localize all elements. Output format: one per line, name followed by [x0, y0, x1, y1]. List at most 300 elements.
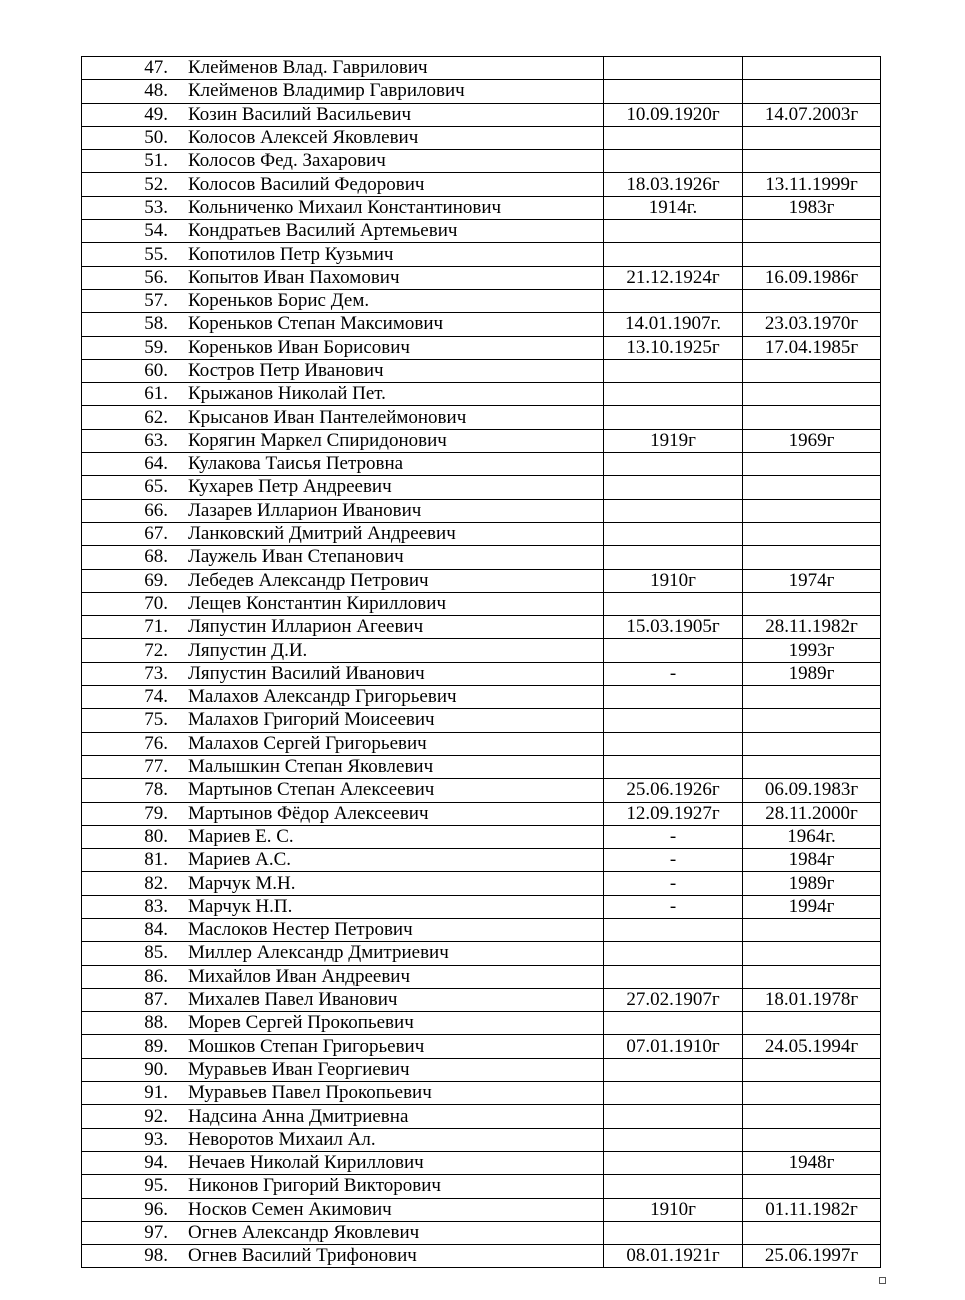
birth-date-cell [604, 476, 743, 499]
row-number: 93. [144, 1128, 168, 1150]
row-number: 52. [144, 173, 168, 195]
row-number: 59. [144, 336, 168, 358]
person-name: Клейменов Владимир Гаврилович [188, 80, 465, 102]
table-row [82, 429, 881, 452]
table-row [82, 546, 881, 569]
name-cell [82, 57, 604, 80]
birth-date-cell [604, 546, 743, 569]
name-cell [82, 755, 604, 778]
name-cell [82, 895, 604, 918]
death-date-cell [743, 1105, 881, 1128]
table-row [82, 243, 881, 266]
row-number: 78. [144, 779, 168, 801]
row-number: 62. [144, 406, 168, 428]
name-cell [82, 965, 604, 988]
birth-date-cell: 18.03.1926г [604, 173, 743, 196]
row-number: 58. [144, 313, 168, 335]
birth-date-cell: 1919г [604, 429, 743, 452]
death-date-cell: 23.03.1970г [743, 313, 881, 336]
name-cell [82, 243, 604, 266]
row-number: 65. [144, 476, 168, 498]
death-date-cell [743, 453, 881, 476]
person-name: Копотилов Петр Кузьмич [188, 243, 394, 265]
birth-date-cell [604, 522, 743, 545]
person-name: Костров Петр Иванович [188, 360, 384, 381]
birth-date-cell [604, 639, 743, 662]
person-name: Колосов Алексей Яковлевич [188, 127, 419, 149]
death-date-cell: 1984г [743, 849, 881, 872]
row-number: 76. [144, 732, 168, 754]
row-number: 95. [144, 1175, 168, 1197]
table-row [82, 103, 881, 126]
person-name: Ланковский Дмитрий Андреевич [188, 523, 456, 545]
row-number: 67. [144, 523, 168, 545]
death-date-cell [743, 546, 881, 569]
birth-date-cell [604, 965, 743, 988]
name-cell [82, 1035, 604, 1058]
birth-date-cell [604, 126, 743, 149]
person-name: Огнев Александр Яковлевич [188, 1221, 420, 1243]
death-date-cell [743, 1058, 881, 1081]
table-row [82, 336, 881, 359]
death-date-cell: 28.11.1982г [743, 616, 881, 639]
person-name: Нечаев Николай Кириллович [188, 1152, 424, 1174]
birth-date-cell [604, 57, 743, 80]
person-name: Ляпустин Василий Иванович [188, 662, 425, 684]
person-name: Малахов Сергей Григорьевич [188, 732, 427, 754]
name-cell [82, 173, 604, 196]
birth-date-cell [604, 359, 743, 382]
birth-date-cell [604, 709, 743, 732]
table-row [82, 383, 881, 406]
death-date-cell [743, 965, 881, 988]
name-cell [82, 1105, 604, 1128]
death-date-cell: 13.11.1999г [743, 173, 881, 196]
row-number: 55. [144, 243, 168, 265]
death-date-cell: 25.06.1997г [743, 1245, 881, 1268]
name-cell [82, 103, 604, 126]
person-name: Ляпустин Д.И. [188, 639, 308, 661]
name-cell [82, 546, 604, 569]
row-number: 85. [144, 942, 168, 964]
table-row [82, 662, 881, 685]
birth-date-cell [604, 1221, 743, 1244]
death-date-cell [743, 406, 881, 429]
table-row [82, 266, 881, 289]
row-number: 70. [144, 592, 168, 614]
birth-date-cell [604, 755, 743, 778]
table-row [82, 988, 881, 1011]
death-date-cell [743, 686, 881, 709]
birth-date-cell [604, 499, 743, 522]
name-cell [82, 825, 604, 848]
birth-date-cell [604, 150, 743, 173]
table-row [82, 616, 881, 639]
person-name: Мариев А.С. [188, 849, 292, 871]
person-name: Лещев Константин Кириллович [188, 592, 446, 614]
name-cell [82, 313, 604, 336]
table-row [82, 150, 881, 173]
name-cell [82, 499, 604, 522]
death-date-cell [743, 126, 881, 149]
table-row [82, 1221, 881, 1244]
table-row [82, 1245, 881, 1268]
person-name: Малахов Александр Григорьевич [188, 686, 457, 708]
row-number: 86. [144, 965, 168, 987]
row-number: 89. [144, 1035, 168, 1057]
name-cell [82, 1012, 604, 1035]
table-row [82, 453, 881, 476]
birth-date-cell: 1910г [604, 569, 743, 592]
person-name: Мартынов Фёдор Алексеевич [188, 802, 429, 824]
birth-date-cell: 25.06.1926г [604, 779, 743, 802]
person-name: Мариев Е. С. [188, 825, 294, 847]
death-date-cell [743, 709, 881, 732]
row-number: 82. [144, 872, 168, 894]
table-row [82, 1105, 881, 1128]
birth-date-cell [604, 1175, 743, 1198]
table-row [82, 1012, 881, 1035]
birth-date-cell [604, 592, 743, 615]
birth-date-cell [604, 1012, 743, 1035]
row-number: 61. [144, 383, 168, 405]
name-cell [82, 686, 604, 709]
name-cell [82, 1058, 604, 1081]
table-row [82, 592, 881, 615]
name-cell [82, 802, 604, 825]
table-row [82, 686, 881, 709]
table-row [82, 196, 881, 219]
name-cell [82, 616, 604, 639]
table-row [82, 220, 881, 243]
death-date-cell: 1989г [743, 872, 881, 895]
table-row [82, 849, 881, 872]
birth-date-cell [604, 453, 743, 476]
birth-date-cell [604, 732, 743, 755]
name-cell [82, 289, 604, 312]
death-date-cell [743, 499, 881, 522]
birth-date-cell [604, 289, 743, 312]
person-name: Миллер Александр Дмитриевич [188, 942, 449, 964]
table-row [82, 569, 881, 592]
row-number: 66. [144, 499, 168, 521]
person-name: Маслоков Нестер Петрович [188, 919, 413, 941]
death-date-cell [743, 150, 881, 173]
table-row [82, 1082, 881, 1105]
row-number: 60. [144, 360, 168, 381]
name-cell [82, 918, 604, 941]
birth-date-cell: 07.01.1910г [604, 1035, 743, 1058]
death-date-cell: 1974г [743, 569, 881, 592]
name-cell [82, 80, 604, 103]
name-cell [82, 1198, 604, 1221]
row-number: 91. [144, 1082, 168, 1104]
name-cell [82, 359, 604, 382]
person-name: Огнев Василий Трифонович [188, 1245, 417, 1267]
person-name: Муравьев Иван Георгиевич [188, 1058, 410, 1080]
birth-date-cell [604, 80, 743, 103]
person-name: Кулакова Таисья Петровна [188, 453, 404, 475]
table-row [82, 732, 881, 755]
row-number: 98. [144, 1245, 168, 1267]
table-row [82, 1058, 881, 1081]
death-date-cell [743, 1128, 881, 1151]
name-cell [82, 639, 604, 662]
row-number: 81. [144, 849, 168, 871]
birth-date-cell: - [604, 849, 743, 872]
death-date-cell [743, 732, 881, 755]
persons-table [81, 56, 881, 1268]
death-date-cell [743, 289, 881, 312]
table-row [82, 476, 881, 499]
person-name: Морев Сергей Прокопьевич [188, 1012, 414, 1034]
table-row [82, 1035, 881, 1058]
name-cell [82, 336, 604, 359]
person-name: Муравьев Павел Прокопьевич [188, 1082, 432, 1104]
birth-date-cell: 08.01.1921г [604, 1245, 743, 1268]
table-row [82, 779, 881, 802]
name-cell [82, 1175, 604, 1198]
death-date-cell: 17.04.1985г [743, 336, 881, 359]
name-cell [82, 662, 604, 685]
row-number: 57. [144, 290, 168, 312]
birth-date-cell [604, 383, 743, 406]
person-name: Крысанов Иван Пантелеймонович [188, 406, 467, 428]
table-row [82, 709, 881, 732]
name-cell [82, 1245, 604, 1268]
birth-date-cell [604, 243, 743, 266]
row-number: 84. [144, 919, 168, 941]
person-name: Марчук Н.П. [188, 895, 293, 917]
row-number: 71. [144, 616, 168, 638]
death-date-cell: 28.11.2000г [743, 802, 881, 825]
name-cell [82, 849, 604, 872]
name-cell [82, 429, 604, 452]
person-name: Мартынов Степан Алексеевич [188, 779, 435, 801]
death-date-cell [743, 220, 881, 243]
person-name: Крыжанов Николай Пет. [188, 383, 386, 405]
death-date-cell [743, 942, 881, 965]
row-number: 80. [144, 825, 168, 847]
table-row [82, 825, 881, 848]
row-number: 79. [144, 802, 168, 824]
person-name: Носков Семен Акимович [188, 1198, 392, 1220]
table-row [82, 289, 881, 312]
person-name: Малахов Григорий Моисеевич [188, 709, 435, 731]
death-date-cell [743, 918, 881, 941]
person-name: Клейменов Влад. Гаврилович [188, 57, 428, 79]
table-row [82, 406, 881, 429]
name-cell [82, 150, 604, 173]
table-row [82, 522, 881, 545]
death-date-cell: 1983г [743, 196, 881, 219]
name-cell [82, 522, 604, 545]
name-cell [82, 569, 604, 592]
table-row [82, 802, 881, 825]
name-cell [82, 988, 604, 1011]
name-cell [82, 196, 604, 219]
row-number: 51. [144, 150, 168, 172]
death-date-cell [743, 1012, 881, 1035]
death-date-cell: 18.01.1978г [743, 988, 881, 1011]
death-date-cell: 06.09.1983г [743, 779, 881, 802]
person-name: Лаужель Иван Степанович [188, 546, 404, 568]
person-name: Лебедев Александр Петрович [188, 569, 429, 591]
death-date-cell [743, 243, 881, 266]
name-cell [82, 779, 604, 802]
row-number: 56. [144, 266, 168, 288]
death-date-cell: 01.11.1982г [743, 1198, 881, 1221]
person-name: Козин Василий Васильевич [188, 103, 412, 125]
birth-date-cell: - [604, 825, 743, 848]
table-row [82, 942, 881, 965]
name-cell [82, 942, 604, 965]
death-date-cell: 24.05.1994г [743, 1035, 881, 1058]
row-number: 90. [144, 1058, 168, 1080]
table-body [82, 57, 881, 1268]
row-number: 68. [144, 546, 168, 568]
death-date-cell [743, 383, 881, 406]
row-number: 74. [144, 686, 168, 708]
person-name: Кольниченко Михаил Константинович [188, 196, 502, 218]
person-name: Кореньков Иван Борисович [188, 336, 410, 358]
table-row [82, 1198, 881, 1221]
row-number: 92. [144, 1105, 168, 1127]
row-number: 72. [144, 639, 168, 661]
name-cell [82, 732, 604, 755]
person-name: Кухарев Петр Андреевич [188, 476, 392, 498]
death-date-cell [743, 57, 881, 80]
birth-date-cell: 13.10.1925г [604, 336, 743, 359]
table-row [82, 895, 881, 918]
death-date-cell: 14.07.2003г [743, 103, 881, 126]
name-cell [82, 872, 604, 895]
person-name: Кореньков Степан Максимович [188, 313, 444, 335]
birth-date-cell: 1910г [604, 1198, 743, 1221]
birth-date-cell: 12.09.1927г [604, 802, 743, 825]
table-row [82, 499, 881, 522]
row-number: 94. [144, 1152, 168, 1174]
table-row [82, 1151, 881, 1174]
birth-date-cell [604, 220, 743, 243]
table-row [82, 57, 881, 80]
name-cell [82, 1082, 604, 1105]
name-cell [82, 1221, 604, 1244]
death-date-cell [743, 1175, 881, 1198]
birth-date-cell [604, 1128, 743, 1151]
person-name: Корягин Маркел Спиридонович [188, 429, 447, 451]
birth-date-cell: 1914г. [604, 196, 743, 219]
death-date-cell [743, 1221, 881, 1244]
person-name: Михайлов Иван Андреевич [188, 965, 411, 987]
row-number: 50. [144, 127, 168, 149]
name-cell [82, 1151, 604, 1174]
table-row [82, 1175, 881, 1198]
row-number: 49. [144, 103, 168, 125]
row-number: 87. [144, 989, 168, 1011]
person-name: Лазарев Илларион Иванович [188, 499, 422, 521]
person-name: Колосов Фед. Захарович [188, 150, 386, 172]
person-name: Марчук М.Н. [188, 872, 296, 894]
person-name: Никонов Григорий Викторович [188, 1175, 441, 1197]
name-cell [82, 453, 604, 476]
birth-date-cell [604, 1151, 743, 1174]
birth-date-cell: 27.02.1907г [604, 988, 743, 1011]
death-date-cell: 16.09.1986г [743, 266, 881, 289]
birth-date-cell [604, 942, 743, 965]
person-name: Неворотов Михаил Ал. [188, 1128, 376, 1150]
death-date-cell: 1964г. [743, 825, 881, 848]
table-row [82, 126, 881, 149]
person-name: Кондратьев Василий Артемьевич [188, 220, 458, 242]
name-cell [82, 476, 604, 499]
row-number: 48. [144, 80, 168, 102]
table-row [82, 1128, 881, 1151]
row-number: 54. [144, 220, 168, 242]
name-cell [82, 383, 604, 406]
row-number: 96. [144, 1198, 168, 1220]
row-number: 64. [144, 453, 168, 475]
person-name: Колосов Василий Федорович [188, 173, 425, 195]
table-row [82, 639, 881, 662]
table-row [82, 918, 881, 941]
name-cell [82, 406, 604, 429]
birth-date-cell: - [604, 872, 743, 895]
birth-date-cell [604, 1082, 743, 1105]
person-name: Ляпустин Илларион Агеевич [188, 616, 424, 638]
name-cell [82, 709, 604, 732]
table-row [82, 965, 881, 988]
row-number: 53. [144, 196, 168, 218]
death-date-cell: 1993г [743, 639, 881, 662]
birth-date-cell: 14.01.1907г. [604, 313, 743, 336]
death-date-cell [743, 80, 881, 103]
table-row [82, 313, 881, 336]
person-name: Копытов Иван Пахомович [188, 266, 400, 288]
birth-date-cell [604, 686, 743, 709]
table-row [82, 80, 881, 103]
birth-date-cell [604, 1058, 743, 1081]
document-end-mark [879, 1277, 886, 1284]
death-date-cell [743, 522, 881, 545]
table-row [82, 173, 881, 196]
birth-date-cell: 15.03.1905г [604, 616, 743, 639]
person-name: Михалев Павел Иванович [188, 989, 398, 1011]
row-number: 88. [144, 1012, 168, 1034]
row-number: 75. [144, 709, 168, 731]
death-date-cell: 1969г [743, 429, 881, 452]
table-row [82, 872, 881, 895]
row-number: 77. [144, 756, 168, 778]
birth-date-cell: 10.09.1920г [604, 103, 743, 126]
table-row [82, 359, 881, 382]
name-cell [82, 266, 604, 289]
death-date-cell: 1948г [743, 1151, 881, 1174]
birth-date-cell: 21.12.1924г [604, 266, 743, 289]
name-cell [82, 220, 604, 243]
person-name: Малышкин Степан Яковлевич [188, 756, 434, 778]
person-name: Надсина Анна Дмитриевна [188, 1105, 409, 1127]
person-name: Мошков Степан Григорьевич [188, 1035, 425, 1057]
death-date-cell [743, 592, 881, 615]
row-number: 83. [144, 895, 168, 917]
row-number: 97. [144, 1221, 168, 1243]
row-number: 47. [144, 57, 168, 79]
row-number: 63. [144, 429, 168, 451]
name-cell [82, 126, 604, 149]
death-date-cell: 1994г [743, 895, 881, 918]
birth-date-cell: - [604, 895, 743, 918]
